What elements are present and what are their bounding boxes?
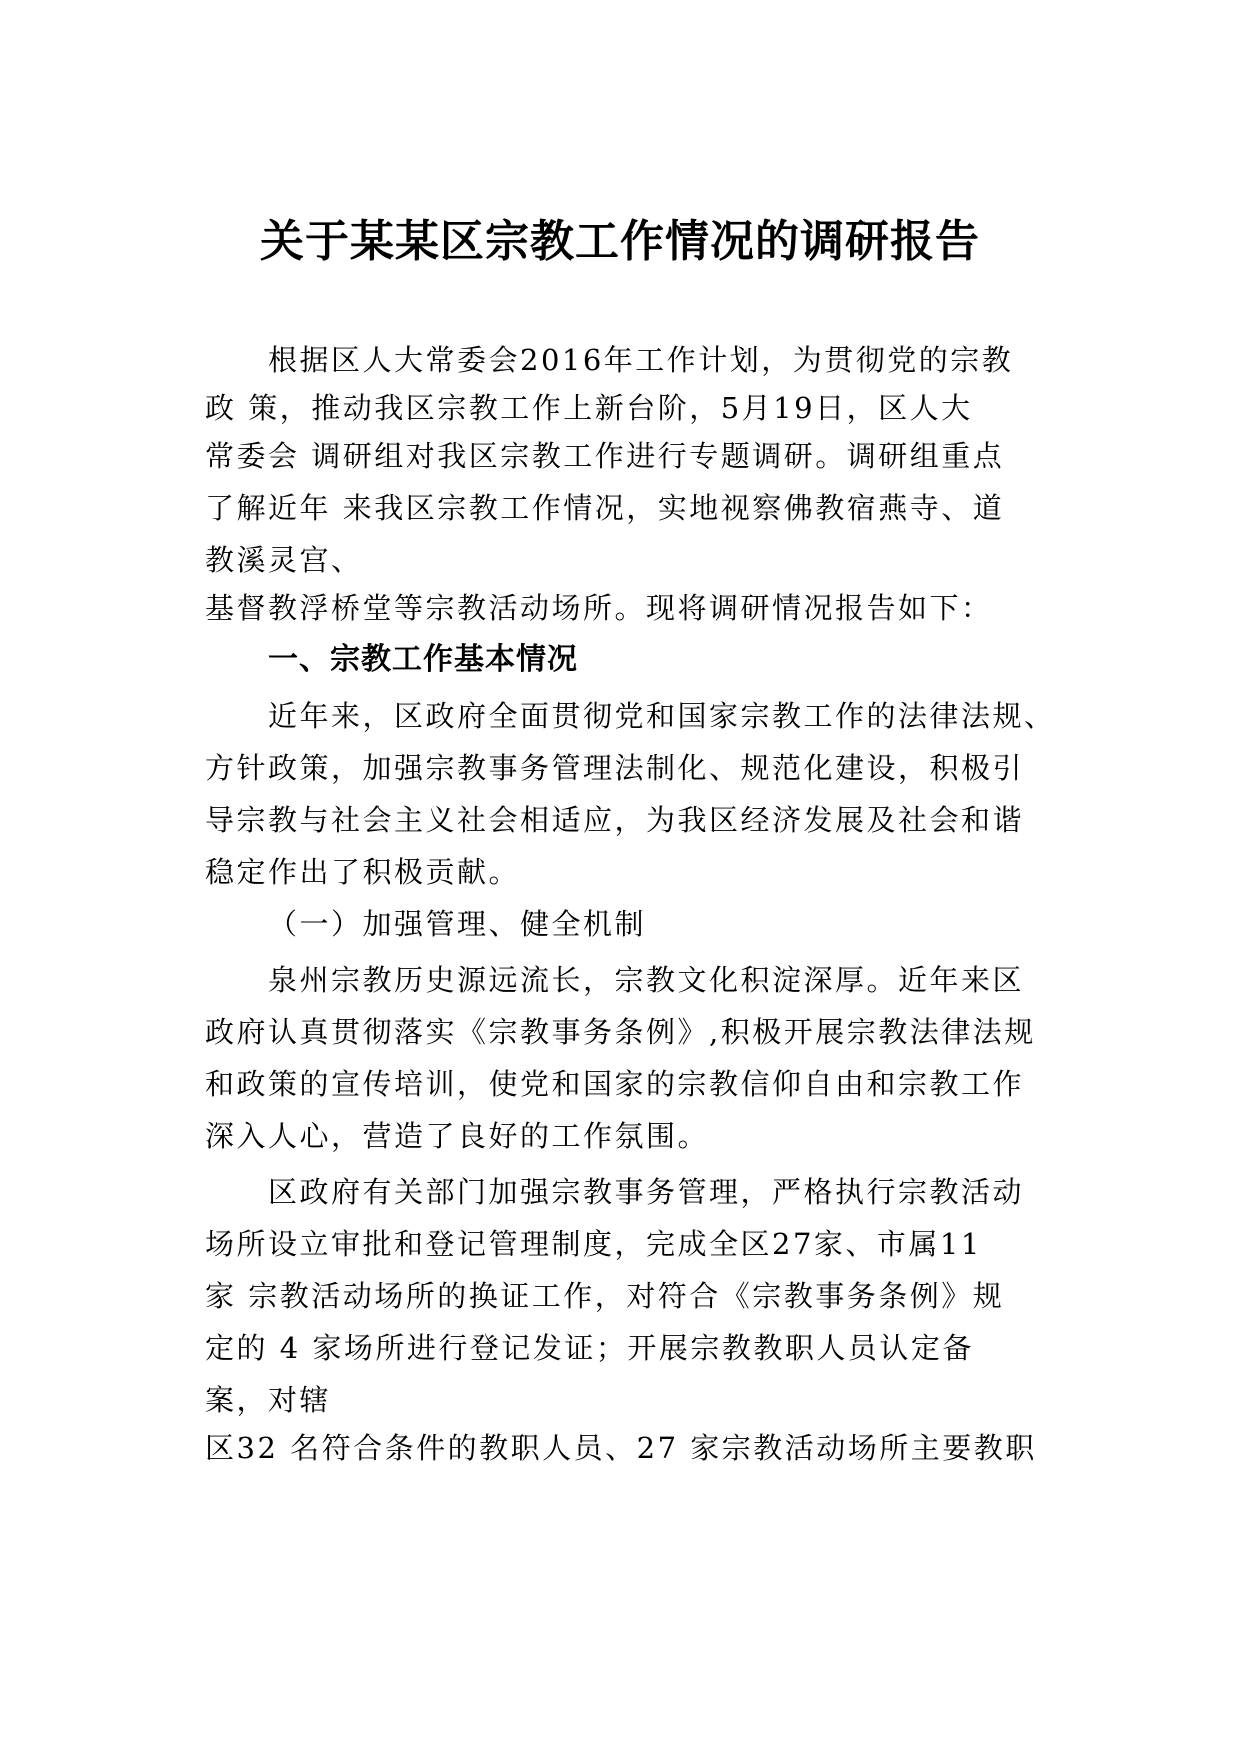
section1-line-2: 方针政策，加强宗教事务管理法制化、规范化建设，积极引 [205,751,1025,785]
subsection1-p2-line-6: 区32 名符合条件的教职人员、27 家宗教活动场所主要教职 [205,1431,1037,1465]
section1-line-4: 稳定作出了积极贡献。 [205,855,521,889]
subsection1-p1-line-3: 和政策的宣传培训，使党和国家的宗教信仰自由和宗教工作 [205,1067,1025,1101]
subsection1-p1-line-2: 政府认真贯彻落实《宗教事务条例》,积极开展宗教法律法规 [205,1015,1036,1049]
subsection1-p2-line-4: 定的 4 家场所进行登记发证；开展宗教教职人员认定备 [205,1331,974,1365]
intro-line-5: 教溪灵宫、 [205,543,363,577]
subsection1-p1-line-1: 泉州宗教历史源远流长，宗教文化积淀深厚。近年来区 [268,963,1025,997]
intro-line-4: 了解近年 来我区宗教工作情况，实地视察佛教宿燕寺、道 [205,491,1005,525]
subsection1-p1-line-4: 深入人心，营造了良好的工作氛围。 [205,1119,710,1153]
document-title: 关于某某区宗教工作情况的调研报告 [260,216,980,267]
section1-line-3: 导宗教与社会主义社会相适应，为我区经济发展及社会和谐 [205,803,1025,837]
intro-line-3: 常委会 调研组对我区宗教工作进行专题调研。调研组重点 [205,439,1005,473]
subsection-heading-1: （一）加强管理、健全机制 [268,907,647,941]
subsection1-p2-line-3: 家 宗教活动场所的换证工作，对符合《宗教事务条例》规 [205,1279,1005,1313]
subsection1-p2-line-2: 场所设立审批和登记管理制度，完成全区27家、市属11 [205,1227,982,1261]
intro-line-6: 基督教浮桥堂等宗教活动场所。现将调研情况报告如下： [205,591,993,625]
intro-line-2: 政 策，推动我区宗教工作上新台阶，5月19日，区人大 [205,391,973,425]
section-heading-1: 一、宗教工作基本情况 [268,642,578,677]
subsection1-p2-line-1: 区政府有关部门加强宗教事务管理，严格执行宗教活动 [268,1175,1025,1209]
section1-line-1: 近年来，区政府全面贯彻党和国家宗教工作的法律法规、 [268,699,1056,733]
intro-line-1: 根据区人大常委会2016年工作计划，为贯彻党的宗教 [268,343,1014,377]
subsection1-p2-line-5: 案，对辖 [205,1383,332,1417]
